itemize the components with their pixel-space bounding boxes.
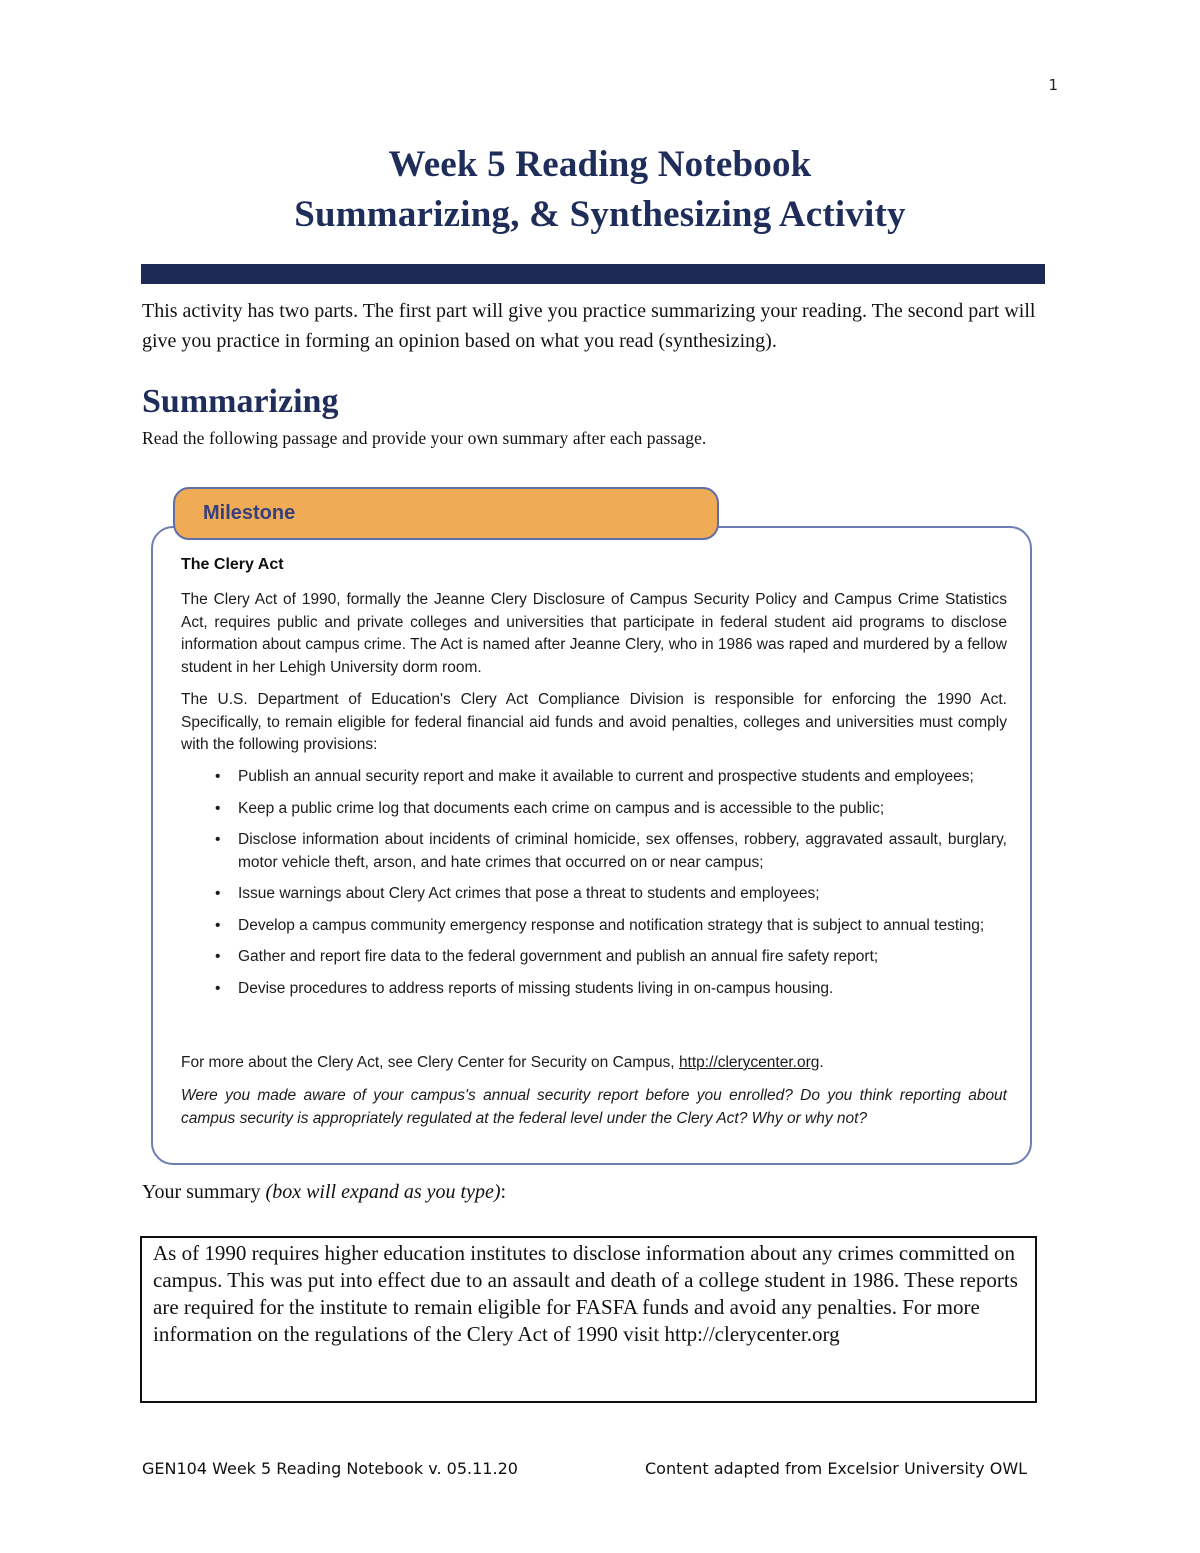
- summary-label: Your summary (box will expand as you type):: [142, 1181, 507, 1203]
- list-item: • Disclose information about incidents of criminal homicide, sex offenses, robbery, aggravated assault, burglary, motor vehicle theft, arson, and hate crimes that occurred on or near campus;: [215, 831, 1007, 871]
- clery-center-link[interactable]: http://clerycenter.org: [678, 1054, 820, 1071]
- bullet-icon: •: [215, 799, 221, 817]
- title-divider-bar: [141, 264, 1045, 284]
- document-subtitle: Summarizing, & Synthesizing Activity: [294, 194, 906, 235]
- bullet-icon: •: [215, 768, 221, 785]
- summary-text-box[interactable]: As of 1990 requires higher education institutes to disclose information about any crimes committed on campus. This was put into effect due to an assault and death of a college student in 1986. These reports are required for the institute to remain eligible for FASFA funds and avoid any penalties. For more information on the regulations of the Clery Act of 1990 visit http://clerycenter.org: [140, 1236, 1037, 1403]
- bullet-icon: •: [215, 948, 221, 965]
- more-info-line: For more about the Clery Act, see Clery Center for Security on Campus, http://clerycenter.org.: [181, 1054, 824, 1071]
- page-number: 1: [1048, 76, 1058, 94]
- list-item: • Gather and report fire data to the federal government and publish an annual fire safety report;: [213, 946, 1007, 969]
- list-item: • Keep a public crime log that documents each crime on campus and is accessible to the public;: [213, 798, 1007, 821]
- list-item: • Devise procedures to address reports of missing students living in on-campus housing.: [213, 978, 1007, 1001]
- bullet-icon: •: [215, 831, 221, 848]
- footer-left: GEN104 Week 5 Reading Notebook v. 05.11.20: [142, 1459, 518, 1478]
- list-item: • Publish an annual security report and make it available to current and prospective students and employees;: [213, 766, 1007, 789]
- bullet-icon: •: [215, 916, 221, 934]
- summarizing-heading: Summarizing: [142, 383, 339, 420]
- list-item: • Issue warnings about Clery Act crimes that pose a threat to students and employees;: [213, 883, 1007, 906]
- milestone-questions: Were you made aware of your campus's annual security report before you enrolled? Do you think reporting about campus security is appropriately regulated at the federal level under the Clery Act? Why or why not?: [181, 1087, 1007, 1127]
- milestone-tab-label: Milestone: [203, 502, 296, 524]
- document-title: Week 5 Reading Notebook: [388, 144, 812, 185]
- list-item: • Develop a campus community emergency response and notification strategy that is subject to annual testing;: [213, 915, 1007, 938]
- milestone-heading: The Clery Act: [181, 556, 284, 573]
- milestone-paragraph-2: The U.S. Department of Education's Clery Act Compliance Division is responsible for enforcing the 1990 Act. Specifically, to remain eligible for federal financial aid funds and avoid penalties, colleges and universities must comply with the following provisions:: [181, 691, 1007, 753]
- provisions-list: [213, 766, 1007, 1009]
- intro-paragraph: This activity has two parts. The first part will give you practice summarizing your reading. The second part will give you practice in forming an opinion based on what you read (synthesizing).: [142, 300, 1036, 352]
- footer-right: Content adapted from Excelsior University OWL: [645, 1459, 1028, 1478]
- milestone-tab: [173, 487, 719, 540]
- milestone-paragraph-1: The Clery Act of 1990, formally the Jeanne Clery Disclosure of Campus Security Policy and Campus Crime Statistics Act, requires public and private colleges and universities that participate in federal student aid programs to disclose information about campus crime. The Act is named after Jeanne Clery, who in 1986 was raped and murdered by a fellow student in her Lehigh University dorm room.: [181, 591, 1007, 676]
- summarizing-instruction: Read the following passage and provide your own summary after each passage.: [142, 428, 707, 448]
- bullet-icon: •: [215, 885, 221, 902]
- bullet-icon: •: [215, 979, 221, 997]
